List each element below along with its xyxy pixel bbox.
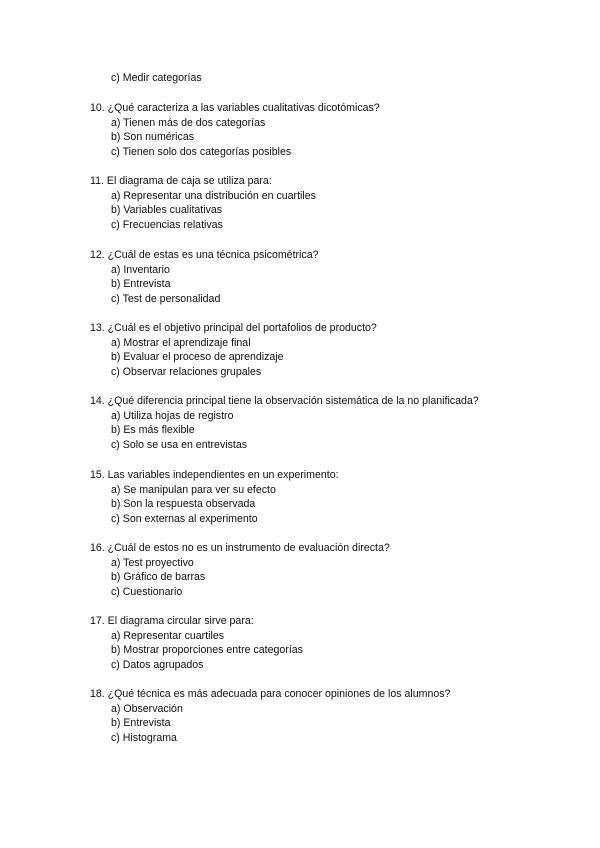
question-18 <box>90 687 570 746</box>
option-b: b) Son numéricas <box>111 131 195 144</box>
question-17 <box>90 614 570 673</box>
question-12 <box>90 248 570 307</box>
option-a: a) Se manipulan para ver su efecto <box>111 483 276 496</box>
option-c: c) Solo se usa en entrevistas <box>111 439 248 452</box>
option-a: a) Utiliza hojas de registro <box>111 409 234 422</box>
option-c: c) Datos agrupados <box>111 659 204 672</box>
question-stem: 17. El diagrama circular sirve para: <box>90 615 254 627</box>
option-b: b) Gráfico de barras <box>111 571 206 584</box>
option-b: b) Es más flexible <box>111 424 195 437</box>
option-a: a) Mostrar el aprendizaje final <box>111 336 251 349</box>
question-stem: 16. ¿Cuál de estos no es un instrumento de evaluación directa? <box>90 542 390 554</box>
option-c: c) Histograma <box>111 732 177 745</box>
question-13 <box>90 321 570 380</box>
option-b: b) Evaluar el proceso de aprendizaje <box>111 351 284 364</box>
option-b: b) Variables cualitativas <box>111 204 223 217</box>
question-stem: 15. Las variables independientes en un experimento: <box>90 469 339 481</box>
option-c: c) Cuestionario <box>111 586 183 599</box>
option-b: b) Mostrar proporciones entre categorías <box>111 644 303 657</box>
option-a: a) Representar una distribución en cuartiles <box>111 189 316 202</box>
option-c: c) Tienen solo dos categorías posibles <box>111 146 292 159</box>
question-stem: 11. El diagrama de caja se utiliza para: <box>90 175 272 187</box>
question-15 <box>90 468 570 527</box>
question-14 <box>90 394 570 453</box>
carryover-option: c) Medir categorías <box>111 72 202 84</box>
question-stem: 13. ¿Cuál es el objetivo principal del portafolios de producto? <box>90 322 377 334</box>
option-b: b) Son la respuesta observada <box>111 498 256 511</box>
option-c: c) Son externas al experimento <box>111 513 258 526</box>
option-a: a) Inventario <box>111 263 170 276</box>
option-c: c) Observar relaciones grupales <box>111 366 262 379</box>
question-11 <box>90 174 570 233</box>
option-b: b) Entrevista <box>111 278 171 291</box>
question-10 <box>90 101 570 160</box>
question-stem: 14. ¿Qué diferencia principal tiene la observación sistemática de la no planificada? <box>90 395 479 407</box>
question-stem: 18. ¿Qué técnica es más adecuada para conocer opiniones de los alumnos? <box>90 688 451 700</box>
question-stem: 10. ¿Qué caracteriza a las variables cualitativas dicotómicas? <box>90 102 380 114</box>
question-stem: 12. ¿Cuál de estas es una técnica psicométrica? <box>90 249 319 261</box>
option-a: a) Tienen más de dos categorías <box>111 116 266 129</box>
option-a: a) Observación <box>111 702 183 715</box>
question-16 <box>90 541 570 600</box>
option-b: b) Entrevista <box>111 717 171 730</box>
option-a: a) Test proyectivo <box>111 556 194 569</box>
option-c: c) Frecuencias relativas <box>111 219 223 232</box>
option-c: c) Test de personalidad <box>111 293 221 306</box>
option-a: a) Representar cuartiles <box>111 629 225 642</box>
